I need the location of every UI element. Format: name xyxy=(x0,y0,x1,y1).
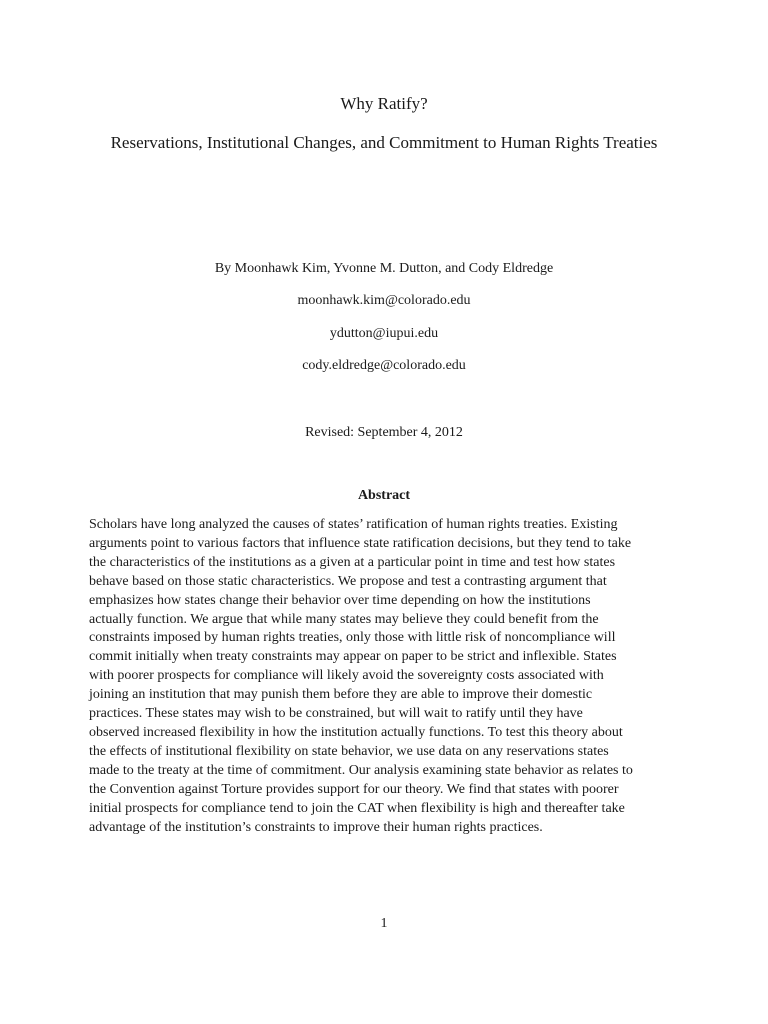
abstract-line: behave based on those static characteristics. We propose and test a contrasting argument that xyxy=(89,573,607,589)
author-line: By Moonhawk Kim, Yvonne M. Dutton, and Cody Eldredge xyxy=(214,261,554,276)
abstract-line: advantage of the institution’s constraints to improve their human rights practices. xyxy=(89,819,543,835)
paper-title: Why Ratify? xyxy=(340,94,428,113)
author-email-2: ydutton@iupui.edu xyxy=(329,326,439,341)
abstract-line: joining an institution that may punish them before they are able to improve their domestic xyxy=(89,687,593,703)
author-email-3: cody.eldredge@colorado.edu xyxy=(302,358,466,373)
paper-subtitle: Reservations, Institutional Changes, and Commitment to Human Rights Treaties xyxy=(110,133,658,152)
abstract-heading: Abstract xyxy=(357,488,411,503)
abstract-line: Scholars have long analyzed the causes of states’ ratification of human rights treaties. Existing xyxy=(89,517,618,532)
author-email-1: moonhawk.kim@colorado.edu xyxy=(297,293,471,308)
abstract-line: with poorer prospects for compliance will likely avoid the sovereignty costs associated with xyxy=(89,668,604,684)
abstract-line: actually function. We argue that while many states may believe they could benefit from the xyxy=(89,611,599,627)
abstract-line: commit initially when treaty constraints may appear on paper to be strict and inflexible. States xyxy=(89,649,617,665)
abstract-line: observed increased flexibility in how the institution actually functions. To test this theory about xyxy=(89,724,623,740)
abstract-line: initial prospects for compliance tend to join the CAT when flexibility is high and thereafter take xyxy=(89,800,625,816)
abstract-line: the characteristics of the institutions as a given at a particular point in time and test how states xyxy=(89,554,616,570)
abstract-body xyxy=(89,516,685,837)
abstract-line: the effects of institutional flexibility on state behavior, we use data on any reservations states xyxy=(89,743,609,759)
abstract-line: made to the treaty at the time of commitment. Our analysis examining state behavior as relates to xyxy=(89,762,633,778)
abstract-line: practices. These states may wish to be constrained, but will wait to ratify until they have xyxy=(89,706,583,722)
page-number: 1 xyxy=(380,916,388,931)
abstract-line: the Convention against Torture provides support for our theory. We find that states with poorer xyxy=(89,781,619,797)
abstract-line: emphasizes how states change their behavior over time depending on how the institutions xyxy=(89,592,591,608)
abstract-line: arguments point to various factors that influence state ratification decisions, but they tend to take xyxy=(89,535,632,551)
abstract-line: constraints imposed by human rights treaties, only those with little risk of noncompliance will xyxy=(89,630,616,646)
revision-date: Revised: September 4, 2012 xyxy=(305,425,463,440)
